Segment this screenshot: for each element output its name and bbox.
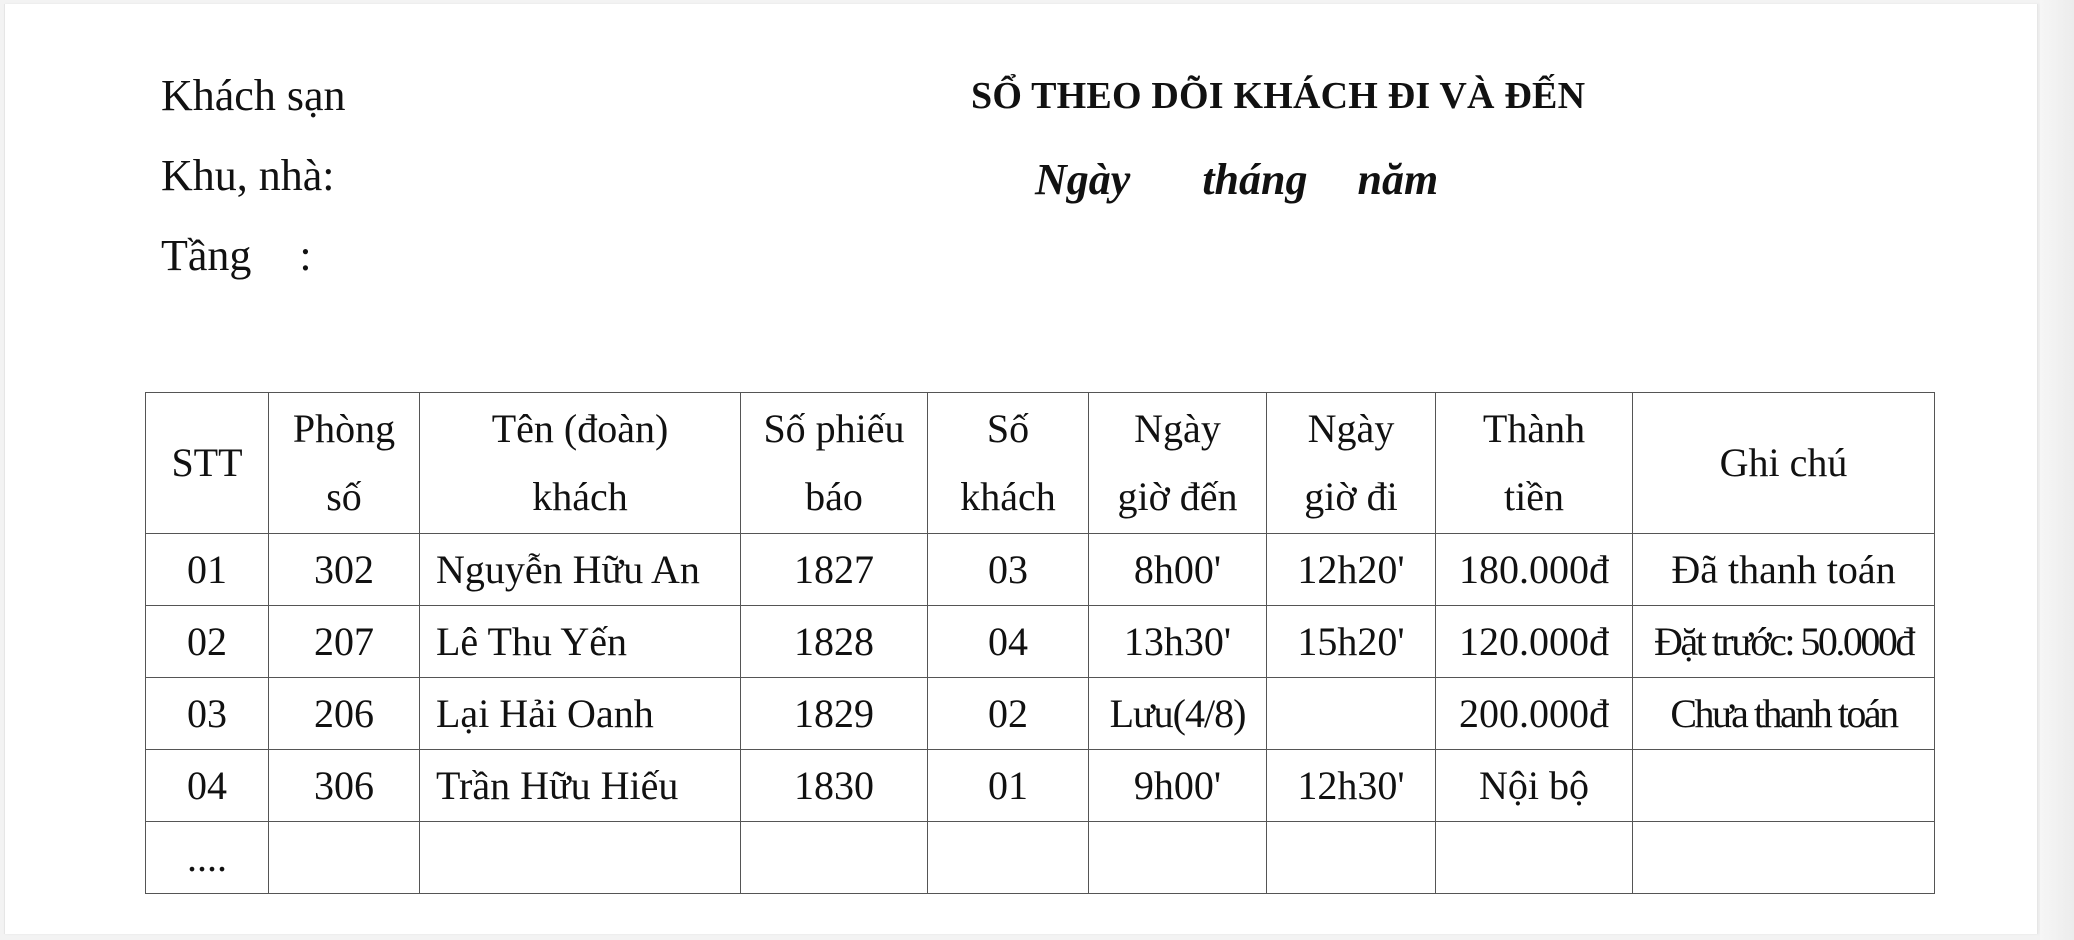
cell-stt: 01 bbox=[146, 534, 269, 606]
cell-departure: 12h20' bbox=[1267, 534, 1436, 606]
col-header-arrival-line1: Ngày bbox=[1134, 406, 1221, 451]
col-header-guest-name-line1: Tên (đoàn) bbox=[491, 406, 669, 451]
cell-notes-text: Đặt trước: 50.000đ bbox=[1654, 619, 1913, 664]
cell-room: 302 bbox=[269, 534, 420, 606]
cell-notes: Đã thanh toán bbox=[1633, 534, 1935, 606]
col-header-stt bbox=[146, 393, 269, 534]
cell-guest-name: Trần Hữu Hiếu bbox=[420, 750, 741, 822]
cell-stt: .... bbox=[146, 822, 269, 894]
cell-notes bbox=[1633, 606, 1935, 678]
table-body bbox=[146, 534, 1935, 894]
col-header-notes-text: Ghi chú bbox=[1719, 440, 1848, 485]
cell-guest-count: 02 bbox=[928, 678, 1089, 750]
col-header-arrival bbox=[1089, 393, 1267, 534]
date-year-label: năm bbox=[1357, 155, 1439, 204]
floor-label bbox=[161, 231, 312, 280]
cell-guest-name: Lê Thu Yến bbox=[420, 606, 741, 678]
document-title: SỔ THEO DÕI KHÁCH ĐI VÀ ĐẾN bbox=[971, 75, 1586, 117]
area-label bbox=[161, 151, 335, 200]
col-header-guest-count-line2: khách bbox=[960, 474, 1056, 519]
cell-room: 207 bbox=[269, 606, 420, 678]
cell-stt: 03 bbox=[146, 678, 269, 750]
cell-guest-count: 04 bbox=[928, 606, 1089, 678]
col-header-room bbox=[269, 393, 420, 534]
table-row bbox=[146, 606, 1935, 678]
col-header-departure bbox=[1267, 393, 1436, 534]
col-header-room-line1: Phòng bbox=[292, 406, 396, 451]
col-header-amount-line2: tiền bbox=[1504, 474, 1564, 519]
cell-departure: 12h30' bbox=[1267, 750, 1436, 822]
cell-stt: 02 bbox=[146, 606, 269, 678]
cell-amount bbox=[1436, 822, 1633, 894]
col-header-amount-line1: Thành bbox=[1482, 406, 1586, 451]
table-row bbox=[146, 534, 1935, 606]
viewer-gutter bbox=[2040, 0, 2074, 940]
cell-slip-number: 1829 bbox=[741, 678, 928, 750]
cell-slip-number: 1827 bbox=[741, 534, 928, 606]
cell-arrival bbox=[1089, 822, 1267, 894]
cell-notes bbox=[1633, 750, 1935, 822]
cell-notes bbox=[1633, 678, 1935, 750]
area-label-text: Khu, nhà: bbox=[161, 151, 335, 200]
col-header-slip-number-line1: Số phiếu bbox=[763, 406, 905, 451]
cell-guest-name bbox=[420, 822, 741, 894]
cell-guest-name: Nguyễn Hữu An bbox=[420, 534, 741, 606]
col-header-guest-name bbox=[420, 393, 741, 534]
cell-guest-count bbox=[928, 822, 1089, 894]
cell-notes bbox=[1633, 822, 1935, 894]
floor-label-text: Tầng bbox=[161, 231, 252, 280]
cell-room bbox=[269, 822, 420, 894]
col-header-guest-count bbox=[928, 393, 1089, 534]
date-day-label: Ngày bbox=[1035, 155, 1131, 204]
cell-amount: 120.000đ bbox=[1436, 606, 1633, 678]
table-row bbox=[146, 678, 1935, 750]
col-header-slip-number-line2: báo bbox=[805, 474, 863, 519]
cell-departure: 15h20' bbox=[1267, 606, 1436, 678]
cell-departure bbox=[1267, 678, 1436, 750]
date-month-label: tháng bbox=[1202, 155, 1308, 204]
cell-arrival: 9h00' bbox=[1089, 750, 1267, 822]
cell-amount: 200.000đ bbox=[1436, 678, 1633, 750]
cell-arrival-text: Lưu(4/8) bbox=[1109, 691, 1246, 736]
col-header-guest-name-line2: khách bbox=[532, 474, 628, 519]
cell-guest-count: 01 bbox=[928, 750, 1089, 822]
col-header-stt-text: STT bbox=[171, 440, 243, 485]
cell-stt: 04 bbox=[146, 750, 269, 822]
cell-arrival: 8h00' bbox=[1089, 534, 1267, 606]
cell-guest-count: 03 bbox=[928, 534, 1089, 606]
col-header-room-line2: số bbox=[326, 474, 362, 519]
cell-room: 306 bbox=[269, 750, 420, 822]
col-header-departure-line2: giờ đi bbox=[1304, 474, 1398, 519]
cell-guest-name: Lại Hải Oanh bbox=[420, 678, 741, 750]
cell-slip-number: 1830 bbox=[741, 750, 928, 822]
document-page bbox=[4, 4, 2038, 934]
table-row bbox=[146, 822, 1935, 894]
floor-colon: : bbox=[299, 231, 312, 280]
cell-notes-text: Chưa thanh toán bbox=[1670, 691, 1897, 736]
cell-departure bbox=[1267, 822, 1436, 894]
cell-amount: 180.000đ bbox=[1436, 534, 1633, 606]
cell-slip-number bbox=[741, 822, 928, 894]
col-header-notes bbox=[1633, 393, 1935, 534]
date-line bbox=[1035, 154, 1438, 205]
table-row bbox=[146, 750, 1935, 822]
col-header-slip-number bbox=[741, 393, 928, 534]
table-header bbox=[146, 393, 1935, 534]
cell-amount: Nội bộ bbox=[1436, 750, 1633, 822]
guest-ledger-table bbox=[145, 392, 1935, 894]
col-header-amount bbox=[1436, 393, 1633, 534]
col-header-arrival-line2: giờ đến bbox=[1117, 474, 1238, 519]
col-header-departure-line1: Ngày bbox=[1307, 406, 1395, 451]
cell-arrival: 13h30' bbox=[1089, 606, 1267, 678]
hotel-label bbox=[161, 71, 346, 120]
cell-room: 206 bbox=[269, 678, 420, 750]
hotel-label-text: Khách sạn bbox=[161, 71, 346, 120]
header-row bbox=[146, 393, 1935, 534]
cell-slip-number: 1828 bbox=[741, 606, 928, 678]
col-header-guest-count-line1: Số bbox=[986, 406, 1030, 451]
cell-arrival bbox=[1089, 678, 1267, 750]
